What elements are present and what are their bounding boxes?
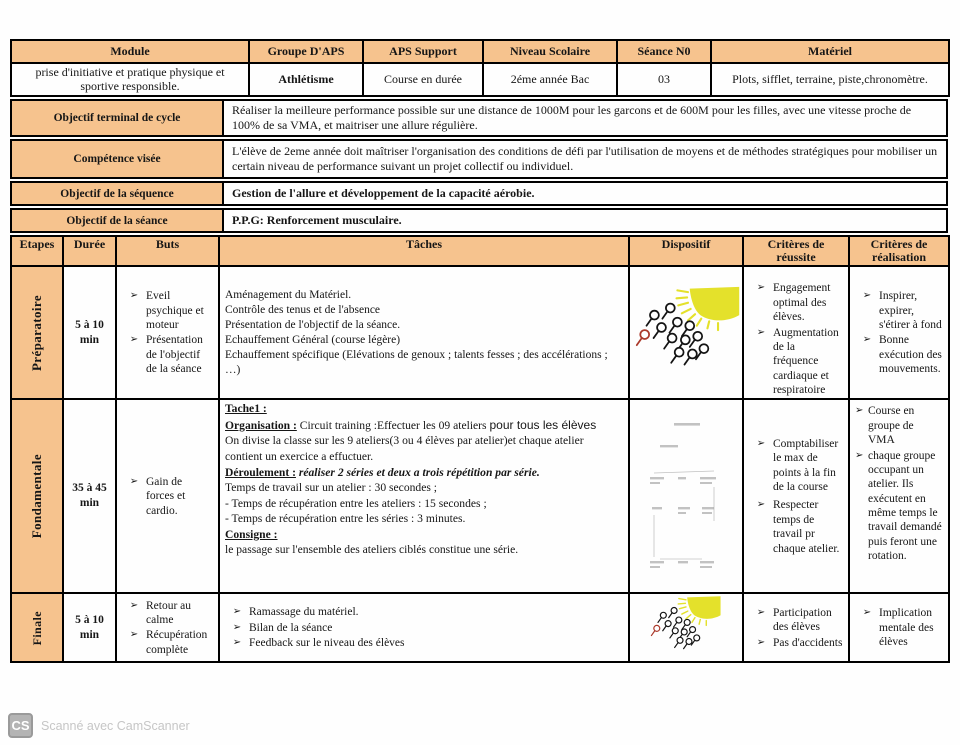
tache-line: Temps de travail sur un atelier : 30 secondes ; (225, 481, 437, 495)
organisation-label: Organisation : (225, 418, 297, 432)
objective-label: Objectif de la séquence (11, 182, 223, 205)
objective-row-seance (10, 208, 948, 233)
bullet-icon: ➢ (756, 499, 766, 511)
taches-cell (219, 593, 629, 662)
dispositif-cell (629, 593, 743, 662)
dispositif-cell (629, 266, 743, 399)
crowd-sun-drawing (635, 281, 741, 381)
taches-cell (219, 266, 629, 399)
etape-label: Préparatoire (29, 294, 44, 371)
etape-cell (11, 266, 63, 399)
col-header-etapes: Etapes (11, 236, 63, 266)
objective-row-cycle (10, 99, 948, 137)
objective-label: Compétence visée (11, 140, 223, 178)
bullet-icon: ➢ (129, 334, 139, 346)
bullet-icon: ➢ (756, 606, 766, 618)
deroulement-label: Déroulement : (225, 465, 296, 479)
critere-item: Comptabiliser le max de points à la fin de la course (773, 437, 839, 493)
critere-item: Engagement optimal des élèves. (773, 282, 831, 324)
critere-item: chaque groupe occupant un atelier. Ils exécutent en même temps le travail demandé puis feront une rotation. (868, 449, 942, 563)
bullet-icon: ➢ (129, 599, 139, 611)
tache-line: le passage sur l'ensemble des ateliers ciblés constitue une série. (225, 543, 519, 557)
crowd-sun-drawing (636, 595, 736, 657)
buts-cell (116, 266, 219, 399)
info-value-seance: 03 (617, 63, 711, 96)
duree-cell: 5 à 10 min (63, 266, 116, 399)
criteres-realisation-cell (849, 399, 949, 593)
camscanner-watermark (8, 713, 190, 738)
critere-item: Pas d'accidents (773, 636, 843, 649)
objective-row-sequence (10, 181, 948, 206)
objective-content: L'élève de 2eme année doit maîtriser l'organisation des conditions de défi par l'utilisation de moyens et de méthodes stratégiques pour mobiliser un certain niveau de performance suivant un projet collectif ou individuel. (223, 140, 947, 178)
duree-cell: 35 à 45 min (63, 399, 116, 593)
critere-item: Respecter temps de travail pr chaque atelier. (773, 499, 840, 555)
row-fondamentale (11, 399, 949, 593)
bullet-icon: ➢ (129, 290, 139, 302)
info-value-niveau: 2éme année Bac (483, 63, 617, 96)
buts-cell (116, 399, 219, 593)
col-header-criteres-reussite: Critères de réussite (743, 236, 849, 266)
col-header-buts: Buts (116, 236, 219, 266)
bullet-icon: ➢ (756, 437, 766, 449)
tache-line: - Temps de récupération entre les séries : 3 minutes. (225, 512, 466, 526)
info-value-module: prise d'initiative et pratique physique et sportive responsible. (11, 63, 249, 96)
tache-line: Feedback sur le niveau des élèves (249, 637, 405, 650)
tache-line: Bilan de la séance (249, 621, 333, 634)
bullet-icon: ➢ (232, 606, 242, 618)
col-header-dispositif: Dispositif (629, 236, 743, 266)
critere-item: Augmentation de la fréquence cardiaque et respiratoire (773, 326, 839, 396)
tache1-title: Tache1 : (225, 402, 267, 416)
critere-item: Participation des élèves (773, 606, 832, 634)
etape-cell (11, 399, 63, 593)
taches-cell (219, 399, 629, 593)
info-value-groupe-aps: Athlétisme (249, 63, 363, 96)
camscanner-text: Scanné avec CamScanner (41, 718, 190, 733)
bullet-icon: ➢ (855, 405, 864, 417)
etape-label: Finale (29, 610, 44, 646)
organisation-text-sans: pour tous les élèves (489, 417, 597, 432)
info-header-seance: Séance N0 (617, 40, 711, 63)
bullet-icon: ➢ (756, 636, 766, 648)
info-value-aps-support: Course en durée (363, 63, 483, 96)
critere-item: Bonne exécution des mouvements. (879, 334, 942, 376)
info-header-module: Module (11, 40, 249, 63)
criteres-realisation-cell (849, 593, 949, 662)
tache-line: Aménagement du Matériel. (225, 289, 352, 302)
col-header-criteres-realisation: Critères de réalisation (849, 236, 949, 266)
row-preparatoire (11, 266, 949, 399)
etape-label: Fondamentale (29, 454, 44, 539)
tache-line: Echauffement Général (course légère) (225, 333, 401, 346)
criteres-realisation-cell (849, 266, 949, 399)
info-header-niveau: Niveau Scolaire (483, 40, 617, 63)
consigne-label: Consigne : (225, 527, 278, 541)
but-item: Gain de forces et cardio. (146, 475, 186, 517)
info-value-materiel: Plots, sifflet, terraine, piste,chronomètre. (711, 63, 949, 96)
tache-line: - Temps de récupération entre les ateliers : 15 secondes ; (225, 496, 487, 510)
bullet-icon: ➢ (756, 282, 766, 294)
info-table (10, 39, 950, 97)
info-header-groupe-aps: Groupe D'APS (249, 40, 363, 63)
info-header-aps-support: APS Support (363, 40, 483, 63)
but-item: Présentation de l'objectif de la séance (146, 334, 203, 376)
bullet-icon: ➢ (232, 637, 242, 649)
tache-line: Echauffement spécifique (Elévations de genoux ; talents fesses ; des accélérations ; …) (225, 348, 608, 376)
critere-item: Inspirer, expirer, s'étirer à fond (879, 290, 942, 331)
scanned-lesson-plan (0, 39, 960, 745)
camscanner-logo-icon: CS (8, 713, 33, 738)
tache-line: Contrôle des tenus et de l'absence (225, 304, 381, 316)
objective-content: Gestion de l'allure et développement de la capacité aérobie. (223, 182, 947, 205)
objective-content: P.P.G: Renforcement musculaire. (223, 209, 947, 232)
tache-line: Ramassage du matériel. (249, 606, 359, 619)
bullet-icon: ➢ (862, 607, 872, 619)
col-header-taches: Tâches (219, 236, 629, 266)
bullet-icon: ➢ (756, 326, 766, 338)
dispositif-cell (629, 399, 743, 593)
criteres-reussite-cell (743, 266, 849, 399)
organisation-text: Circuit training :Effectuer les 09 ateliers (296, 418, 490, 432)
objective-label: Objectif terminal de cycle (11, 100, 223, 136)
criteres-reussite-cell (743, 399, 849, 593)
tache-line: On divise la classe sur les 9 ateliers(3 ou 4 élèves par atelier)et chaque atelier contient un exercice a effuctuer. (225, 434, 584, 463)
bullet-icon: ➢ (862, 334, 872, 346)
etape-cell (11, 593, 63, 662)
session-table (10, 235, 950, 663)
bullet-icon: ➢ (129, 629, 139, 641)
row-finale (11, 593, 949, 662)
critere-item: Implication mentale des élèves (879, 607, 934, 649)
bullet-icon: ➢ (862, 290, 872, 302)
but-item: Récupération complète (146, 629, 208, 656)
critere-item: Course en groupe de VMA (868, 405, 915, 447)
but-item: Eveil psychique et moteur (146, 290, 204, 331)
objective-row-competence (10, 139, 948, 179)
bullet-icon: ➢ (232, 621, 242, 633)
circuit-training-diagram (644, 409, 728, 581)
criteres-reussite-cell (743, 593, 849, 662)
deroulement-text: réaliser 2 séries et deux a trois répétition par série. (295, 465, 540, 479)
but-item: Retour au calme (146, 599, 192, 626)
bullet-icon: ➢ (129, 475, 139, 487)
tache-line: Présentation de l'objectif de la séance. (225, 318, 401, 331)
objective-content: Réaliser la meilleure performance possible sur une distance de 1000M pour les garcons et de 600M pour les filles, avec une vitesse proche de 100% de sa VMA, et maitriser une allure régulière. (223, 100, 947, 136)
bullet-icon: ➢ (855, 449, 864, 461)
duree-cell: 5 à 10 min (63, 593, 116, 662)
buts-cell (116, 593, 219, 662)
col-header-duree: Durée (63, 236, 116, 266)
objective-label: Objectif de la séance (11, 209, 223, 232)
info-header-materiel: Matériel (711, 40, 949, 63)
